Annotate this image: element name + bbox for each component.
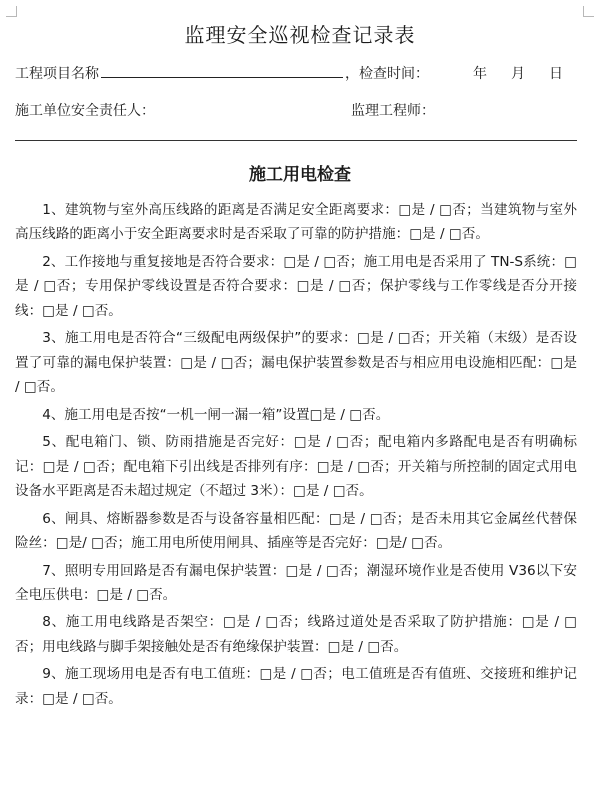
header-divider	[15, 140, 577, 141]
project-name-label: 工程项目名称	[15, 66, 99, 82]
checklist-item: 3、施工用电是否符合“三级配电两级保护”的要求：□是 / □否；开关箱（末级）是否设置了可靠的漏电保护装置：□是 / □否；漏电保护装置参数是否与相应用电设施相匹配：□是 / □否。	[15, 330, 577, 395]
month-label: 月	[511, 66, 525, 82]
checklist-item: 2、工作接地与重复接地是否符合要求：□是 / □否；施工用电是否采用了 TN-S系统：□是 / □否；专用保护零线设置是否符合要求：□是 / □否；保护零线与工作零线是否分开接线：□是 / □否。	[15, 253, 577, 319]
checklist-item: 9、施工现场用电是否有电工值班：□是 / □否；电工值班是否有值班、交接班和维护记录：□是 / □否。	[15, 666, 577, 707]
checklist-item: 8、施工用电线路是否架空：□是 / □否；线路过道处是否采取了防护措施：□是 / □否；用电线路与脚手架接触处是否有绝缘保护装置：□是 / □否。	[15, 614, 577, 655]
document-title: 监理安全巡视检查记录表	[184, 23, 416, 47]
checklist-item: 4、施工用电是否按“一机一闸一漏一箱”设置□是 / □否。	[42, 406, 390, 423]
checklist-item: 1、建筑物与室外高压线路的距离是否满足安全距离要求：□是 / □否；当建筑物与室外高压线路的距离小于安全距离要求时是否采取了可靠的防护措施：□是 / □否。	[15, 202, 577, 243]
project-row	[15, 63, 563, 83]
checklist-item: 7、照明专用回路是否有漏电保护装置：□是 / □否；潮湿环境作业是否使用 V36以下安全电压供电：□是 / □否。	[15, 562, 577, 603]
supervisor-label: 监理工程师：	[351, 103, 435, 119]
page-corner-mark	[6, 6, 17, 17]
safety-person-label: 施工单位安全责任人：	[15, 103, 155, 119]
project-name-field[interactable]	[101, 63, 343, 78]
year-label: 年	[473, 66, 487, 82]
checklist-item: 6、闸具、熔断器参数是否与设备容量相匹配：□是 / □否；是否未用其它金属丝代替保险丝：□是/ □否；施工用电所使用闸具、插座等是否完好：□是/ □否。	[15, 510, 577, 551]
checklist	[15, 198, 577, 711]
section-title: 施工用电检查	[249, 165, 351, 185]
page-corner-mark	[583, 6, 594, 17]
responsible-row	[15, 100, 435, 120]
day-label: 日	[549, 66, 563, 82]
checklist-item: 5、配电箱门、锁、防雨措施是否完好：□是 / □否；配电箱内多路配电是否有明确标记：□是 / □否；配电箱下引出线是否排列有序：□是 / □否；开关箱与所控制的固定式用电设备水平距离是否未超过规定（不超过 3米）：□是 / □否。	[15, 434, 577, 499]
check-time-label: ，检查时间：	[345, 66, 429, 82]
